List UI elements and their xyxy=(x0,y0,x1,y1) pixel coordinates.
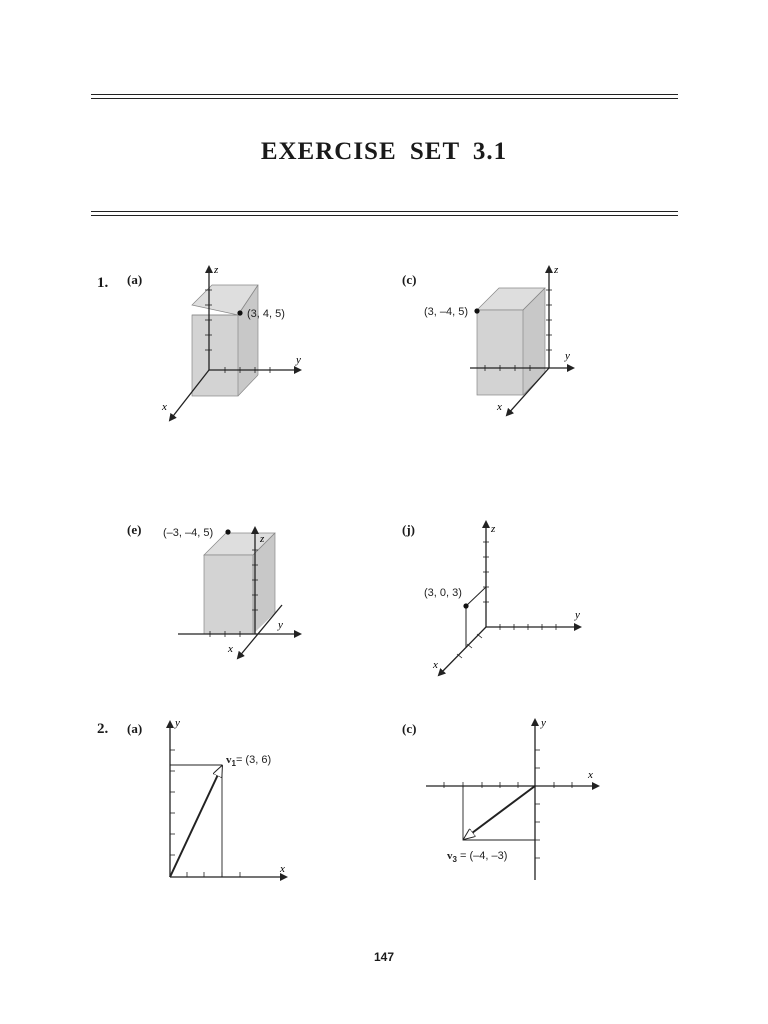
x-axis-label: x xyxy=(228,643,233,655)
z-axis-label: z xyxy=(491,523,496,535)
y-axis-label: y xyxy=(575,609,580,621)
figure-1c xyxy=(415,255,585,435)
y-axis-label: y xyxy=(296,354,301,366)
figure-2a xyxy=(150,712,310,892)
part-label-2a: (a) xyxy=(127,721,143,736)
vector-label: $v_1= (3$, 6) xyxy=(226,754,272,768)
x-axis-label: x xyxy=(588,769,593,781)
z-axis-label: z xyxy=(260,533,265,545)
point-marker xyxy=(237,310,242,315)
y-axis-label: y xyxy=(175,717,180,729)
z-axis-label: z xyxy=(214,264,219,276)
y-axis-label: y xyxy=(541,717,546,729)
x-axis-label: x xyxy=(497,401,502,413)
z-axis-label: z xyxy=(554,264,559,276)
figure-1a xyxy=(150,255,320,435)
figure-1e xyxy=(150,510,330,670)
point-label: (–3, –4, 5) xyxy=(163,527,214,539)
top-rule-2 xyxy=(91,98,678,99)
point-label: (3, 4, 5) xyxy=(247,308,285,320)
problem-number-2: 2. xyxy=(97,721,109,737)
figure-2c xyxy=(420,712,610,892)
x-axis-label: x xyxy=(280,863,285,875)
vector-label: $v_3 = (-4$, –3) xyxy=(447,850,508,864)
part-label-1e: (e) xyxy=(127,522,142,537)
point-label: (3, 0, 3) xyxy=(424,587,462,599)
page-number: 147 xyxy=(373,950,395,964)
problem-number-1: 1. xyxy=(97,275,109,291)
x-axis-label: x xyxy=(433,659,438,671)
box-front xyxy=(477,310,523,395)
projection-diagonal xyxy=(466,587,486,606)
figure-1j xyxy=(415,510,595,685)
vector-v1 xyxy=(170,766,222,877)
bottom-rule-1 xyxy=(91,211,678,212)
bottom-rule-2 xyxy=(91,215,678,216)
point-marker xyxy=(474,308,479,313)
y-axis-label: y xyxy=(278,619,283,631)
point-marker xyxy=(225,529,230,534)
part-label-2c: (c) xyxy=(402,721,417,736)
y-axis-label: y xyxy=(565,350,570,362)
box-front xyxy=(204,555,253,634)
x-axis xyxy=(439,627,486,675)
vector-v3 xyxy=(464,786,535,839)
x-axis-label: x xyxy=(162,401,167,413)
part-label-1j: (j) xyxy=(402,522,415,537)
point-marker xyxy=(463,603,468,608)
page-title: EXERCISE SET 3.1 xyxy=(260,138,508,165)
part-label-1c: (c) xyxy=(402,272,417,287)
point-label: (3, –4, 5) xyxy=(424,306,469,318)
top-rule-1 xyxy=(91,94,678,95)
part-label-1a: (a) xyxy=(127,272,143,287)
